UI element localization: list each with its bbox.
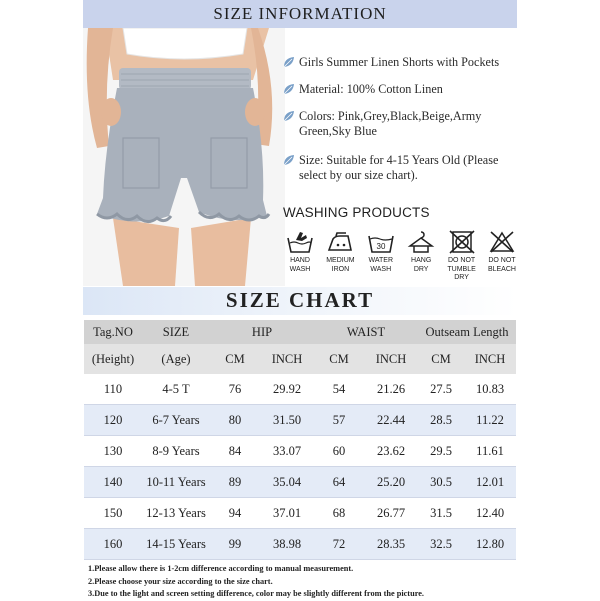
table-cell: 14-15 Years — [142, 529, 210, 560]
wash-water — [364, 230, 398, 283]
subheader-cell: (Age) — [142, 344, 210, 374]
info-text-size: Size: Suitable for 4-15 Years Old (Please select by our size chart). — [299, 153, 499, 182]
table-cell: 12-13 Years — [142, 498, 210, 529]
subheader-cell: INCH — [464, 344, 516, 374]
table-cell: 12.80 — [464, 529, 516, 560]
table-cell: 10-11 Years — [142, 467, 210, 498]
leaf-bullet-icon — [283, 154, 295, 166]
table-row — [84, 498, 516, 529]
info-text-colors: Colors: Pink,Grey,Black,Beige,Army Green,Sky Blue — [299, 109, 482, 138]
washing-icons — [283, 230, 519, 283]
no-tumble-dry-icon — [448, 230, 476, 254]
hand-wash-icon — [286, 230, 314, 254]
table-row — [84, 374, 516, 405]
table-cell: 120 — [84, 405, 142, 436]
table-cell: 35.04 — [260, 467, 314, 498]
page-title: SIZE INFORMATION — [213, 4, 387, 23]
table-cell: 25.20 — [364, 467, 418, 498]
table-row — [84, 405, 516, 436]
info-text-material: Material: 100% Cotton Linen — [299, 82, 443, 96]
product-photo — [83, 28, 285, 286]
subheader-cell: (Height) — [84, 344, 142, 374]
product-info-list — [283, 55, 523, 197]
wash-no-tumble — [445, 230, 479, 283]
size-table — [84, 320, 516, 560]
note-line: 3.Due to the light and screen setting difference, color may be slightly different from the picture. — [88, 589, 424, 598]
size-chart-title: SIZE CHART — [225, 288, 375, 312]
header-cell: Outseam Length — [418, 320, 516, 344]
table-cell: 26.77 — [364, 498, 418, 529]
header-bar — [83, 0, 517, 28]
wash-iron — [323, 230, 357, 283]
header-cell: WAIST — [314, 320, 418, 344]
table-cell: 99 — [210, 529, 260, 560]
table-cell: 72 — [314, 529, 364, 560]
hang-dry-icon — [407, 230, 435, 254]
wash-no-bleach — [485, 230, 519, 283]
table-cell: 31.50 — [260, 405, 314, 436]
wash-label: WATER WASH — [368, 257, 394, 273]
table-cell: 160 — [84, 529, 142, 560]
info-item-size — [283, 153, 523, 183]
notes — [88, 563, 548, 601]
note-line: 1.Please allow there is 1-2cm difference according to manual measurement. — [88, 564, 354, 573]
subheader-cell: INCH — [260, 344, 314, 374]
table-row — [84, 467, 516, 498]
table-cell: 29.5 — [418, 436, 464, 467]
table-cell: 22.44 — [364, 405, 418, 436]
table-cell: 150 — [84, 498, 142, 529]
table-cell: 89 — [210, 467, 260, 498]
table-cell: 23.62 — [364, 436, 418, 467]
wash-hand — [283, 230, 317, 283]
table-cell: 30.5 — [418, 467, 464, 498]
table-row — [84, 436, 516, 467]
subheader-cell: CM — [418, 344, 464, 374]
header-cell: HIP — [210, 320, 314, 344]
table-cell: 28.35 — [364, 529, 418, 560]
wash-label: MEDIUM IRON — [326, 257, 355, 273]
washing-title: WASHING PRODUCTS — [283, 205, 430, 220]
table-cell: 31.5 — [418, 498, 464, 529]
leaf-bullet-icon — [283, 83, 295, 95]
table-header-row — [84, 320, 516, 344]
iron-icon — [326, 230, 354, 254]
subheader-cell: INCH — [364, 344, 418, 374]
svg-text:30: 30 — [376, 242, 386, 251]
no-bleach-icon — [488, 230, 516, 254]
table-cell: 38.98 — [260, 529, 314, 560]
table-cell: 33.07 — [260, 436, 314, 467]
table-cell: 94 — [210, 498, 260, 529]
table-cell: 4-5 T — [142, 374, 210, 405]
size-chart-bar — [83, 287, 517, 315]
wash-label: DO NOT BLEACH — [487, 257, 516, 273]
table-cell: 57 — [314, 405, 364, 436]
shorts-model-image — [83, 28, 285, 286]
table-cell: 64 — [314, 467, 364, 498]
table-cell: 10.83 — [464, 374, 516, 405]
table-cell: 29.92 — [260, 374, 314, 405]
leaf-bullet-icon — [283, 56, 295, 68]
table-cell: 12.40 — [464, 498, 516, 529]
water-wash-icon — [367, 230, 395, 254]
table-cell: 37.01 — [260, 498, 314, 529]
info-item-name — [283, 55, 523, 70]
header-cell: Tag.NO — [84, 320, 142, 344]
table-cell: 110 — [84, 374, 142, 405]
table-cell: 28.5 — [418, 405, 464, 436]
subheader-cell: CM — [314, 344, 364, 374]
table-cell: 130 — [84, 436, 142, 467]
table-cell: 8-9 Years — [142, 436, 210, 467]
wash-hang — [404, 230, 438, 283]
info-item-colors — [283, 109, 523, 139]
table-cell: 80 — [210, 405, 260, 436]
table-cell: 6-7 Years — [142, 405, 210, 436]
table-cell: 54 — [314, 374, 364, 405]
table-cell: 140 — [84, 467, 142, 498]
note-line: 2.Please choose your size according to the size chart. — [88, 576, 273, 586]
wash-label: HAND WASH — [289, 257, 311, 273]
wash-label: HANG DRY — [411, 257, 432, 273]
header-cell: SIZE — [142, 320, 210, 344]
table-cell: 32.5 — [418, 529, 464, 560]
leaf-bullet-icon — [283, 110, 295, 122]
table-cell: 84 — [210, 436, 260, 467]
wash-label: DO NOT TUMBLE DRY — [447, 257, 476, 281]
table-subheader-row — [84, 344, 516, 374]
table-cell: 60 — [314, 436, 364, 467]
table-cell: 11.22 — [464, 405, 516, 436]
table-cell: 68 — [314, 498, 364, 529]
table-cell: 12.01 — [464, 467, 516, 498]
table-cell: 76 — [210, 374, 260, 405]
subheader-cell: CM — [210, 344, 260, 374]
info-item-material — [283, 82, 523, 97]
table-cell: 11.61 — [464, 436, 516, 467]
info-text-name: Girls Summer Linen Shorts with Pockets — [299, 55, 500, 69]
table-cell: 21.26 — [364, 374, 418, 405]
table-row — [84, 529, 516, 560]
table-cell: 27.5 — [418, 374, 464, 405]
